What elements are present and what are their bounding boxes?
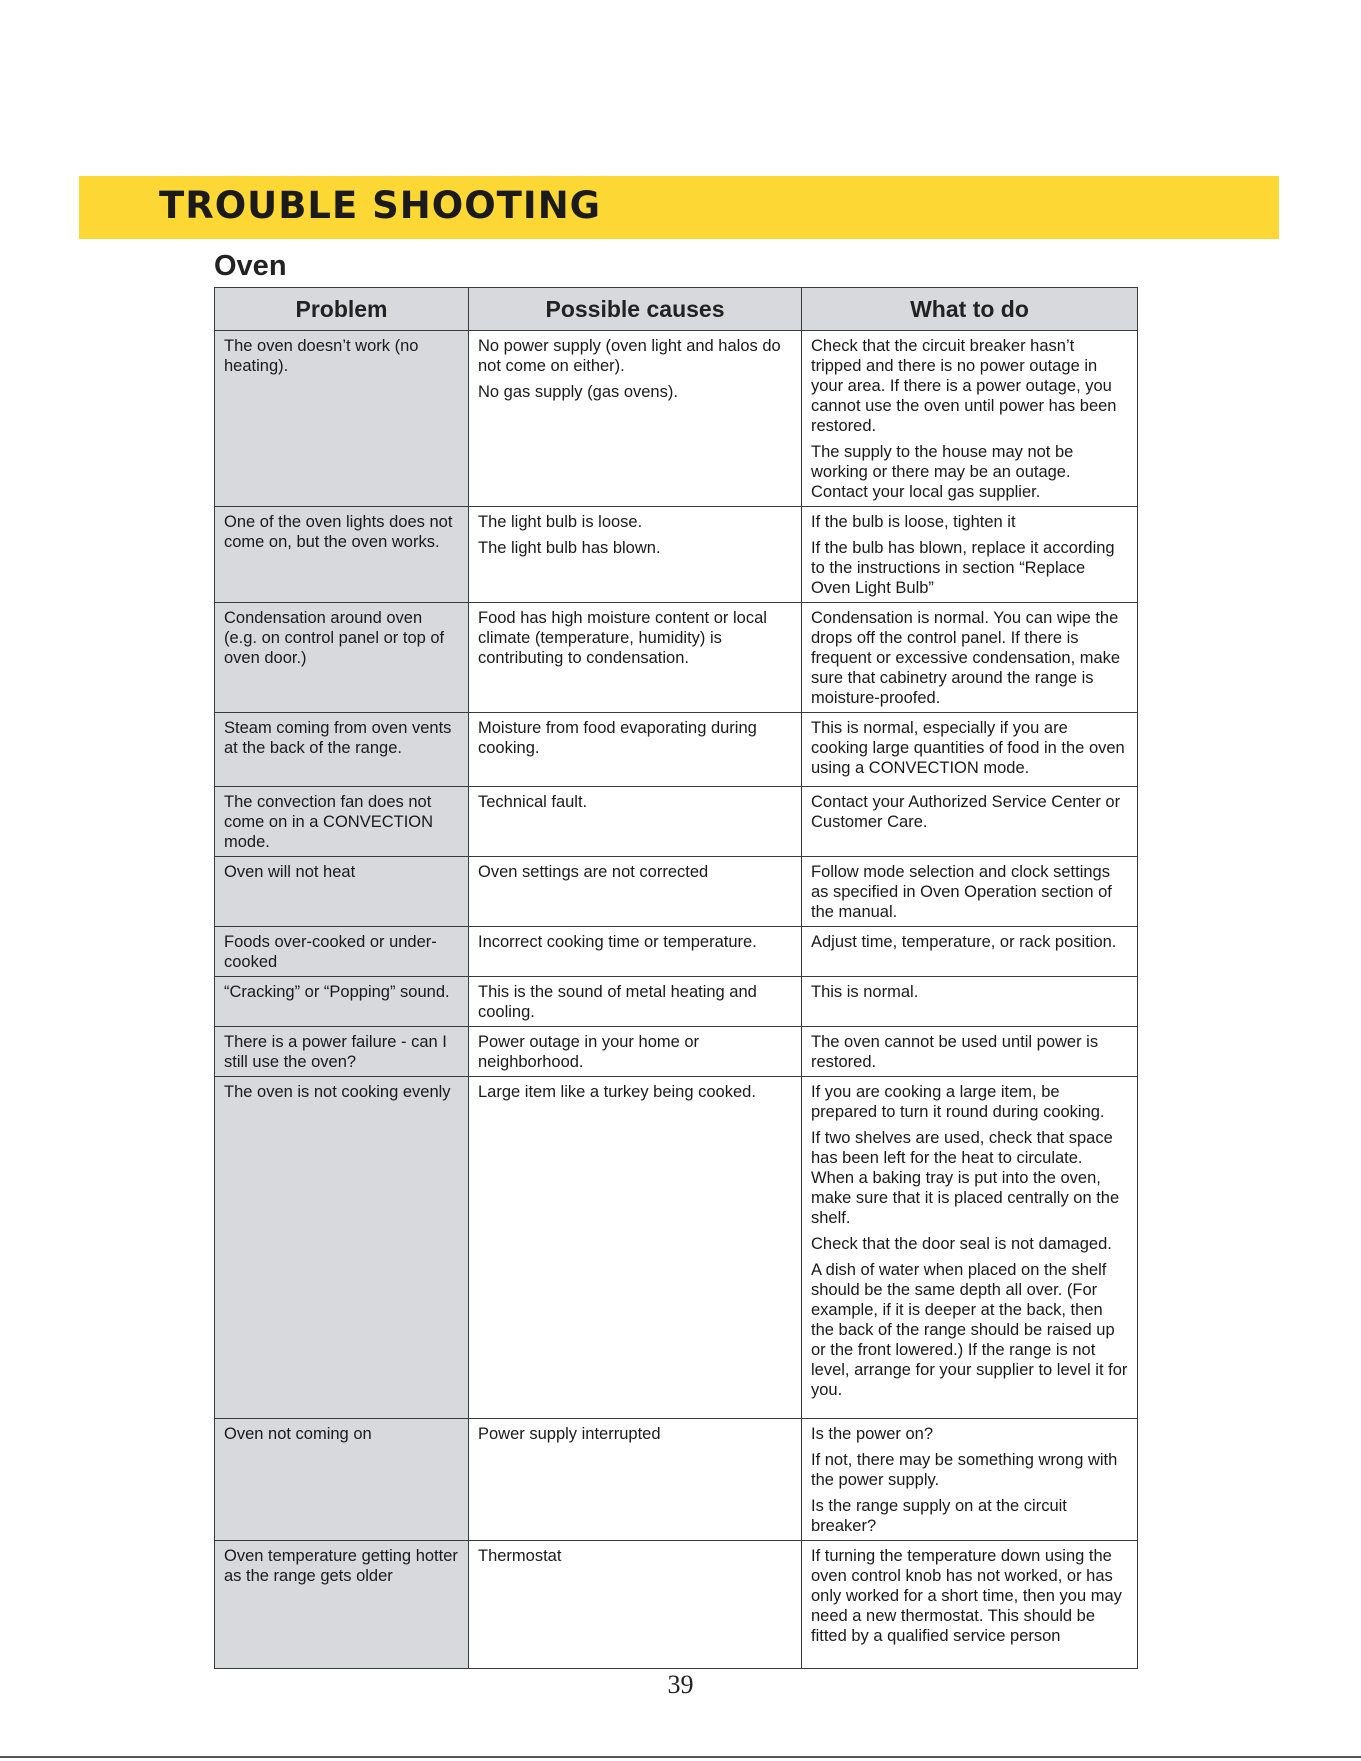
problem-cell: Oven will not heat bbox=[215, 857, 469, 927]
cause-text: The light bulb is loose. bbox=[478, 513, 643, 531]
action-text: If the bulb has blown, replace it according to the instructions in section “Replace Oven Light Bulb” bbox=[811, 539, 1115, 597]
action-text: If not, there may be something wrong with the power supply. bbox=[811, 1451, 1118, 1489]
causes-cell bbox=[469, 1027, 802, 1077]
table-row bbox=[215, 603, 1138, 713]
problem-cell: Condensation around oven (e.g. on control panel or top of oven door.) bbox=[215, 603, 469, 713]
causes-cell bbox=[469, 977, 802, 1027]
what-to-do-cell bbox=[802, 857, 1138, 927]
column-header-problem: Problem bbox=[215, 288, 469, 331]
problem-cell: The convection fan does not come on in a CONVECTION mode. bbox=[215, 787, 469, 857]
action-text: Adjust time, temperature, or rack position. bbox=[811, 933, 1117, 951]
action-text: This is normal, especially if you are cooking large quantities of food in the oven using a CONVECTION mode. bbox=[811, 719, 1125, 777]
what-to-do-cell bbox=[802, 1419, 1138, 1541]
causes-cell bbox=[469, 787, 802, 857]
action-text: This is normal. bbox=[811, 983, 919, 1001]
what-to-do-cell bbox=[802, 331, 1138, 507]
cause-text: Food has high moisture content or local climate (temperature, humidity) is contributing to condensation. bbox=[478, 609, 767, 667]
troubleshooting-table bbox=[214, 287, 1138, 1669]
what-to-do-cell bbox=[802, 1077, 1138, 1419]
action-text: If the bulb is loose, tighten it bbox=[811, 513, 1016, 531]
causes-cell bbox=[469, 1419, 802, 1541]
problem-cell: Foods over-cooked or under-cooked bbox=[215, 927, 469, 977]
table-header-row bbox=[215, 288, 1138, 331]
action-text: A dish of water when placed on the shelf should be the same depth all over. (For example, if it is deeper at the back, then the back of the range should be raised up or the front lowered.) If the range is not level, arrange for your supplier to level it for you. bbox=[811, 1261, 1128, 1399]
problem-cell: “Cracking” or “Popping” sound. bbox=[215, 977, 469, 1027]
cause-text: Power supply interrupted bbox=[478, 1425, 661, 1443]
what-to-do-cell bbox=[802, 1541, 1138, 1669]
cause-text: Thermostat bbox=[478, 1547, 562, 1565]
action-text: If turning the temperature down using the oven control knob has not worked, or has only worked for a short time, then you may need a new thermostat. This should be fitted by a qualified service person bbox=[811, 1547, 1122, 1645]
causes-cell bbox=[469, 507, 802, 603]
table-row bbox=[215, 1077, 1138, 1419]
action-text: Is the range supply on at the circuit breaker? bbox=[811, 1497, 1067, 1535]
problem-cell: Oven temperature getting hotter as the range gets older bbox=[215, 1541, 469, 1669]
table-row bbox=[215, 1419, 1138, 1541]
action-text: The supply to the house may not be working or there may be an outage. Contact your local gas supplier. bbox=[811, 443, 1074, 501]
problem-cell: Steam coming from oven vents at the back of the range. bbox=[215, 713, 469, 787]
problem-cell: The oven is not cooking evenly bbox=[215, 1077, 469, 1419]
cause-text: Incorrect cooking time or temperature. bbox=[478, 933, 757, 951]
problem-cell: There is a power failure - can I still use the oven? bbox=[215, 1027, 469, 1077]
section-banner bbox=[79, 176, 1279, 239]
what-to-do-cell bbox=[802, 787, 1138, 857]
table-row bbox=[215, 1541, 1138, 1669]
problem-cell: Oven not coming on bbox=[215, 1419, 469, 1541]
table-row bbox=[215, 331, 1138, 507]
action-text: Check that the door seal is not damaged. bbox=[811, 1235, 1112, 1253]
table-row bbox=[215, 857, 1138, 927]
page-title: TROUBLE SHOOTING bbox=[159, 184, 602, 227]
action-text: The oven cannot be used until power is restored. bbox=[811, 1033, 1099, 1071]
causes-cell bbox=[469, 857, 802, 927]
action-text: Is the power on? bbox=[811, 1425, 933, 1443]
section-title: Oven bbox=[214, 250, 287, 282]
column-header-causes: Possible causes bbox=[469, 288, 802, 331]
bottom-rule bbox=[0, 1756, 1361, 1758]
action-text: Condensation is normal. You can wipe the drops off the control panel. If there is frequent or excessive condensation, make sure that cabinetry around the range is moisture-proofed. bbox=[811, 609, 1121, 707]
table-row bbox=[215, 1027, 1138, 1077]
cause-text: No power supply (oven light and halos do not come on either). bbox=[478, 337, 781, 375]
action-text: Check that the circuit breaker hasn’t tripped and there is no power outage in your area. If there is a power outage, you cannot use the oven until power has been restored. bbox=[811, 337, 1117, 435]
what-to-do-cell bbox=[802, 1027, 1138, 1077]
what-to-do-cell bbox=[802, 603, 1138, 713]
causes-cell bbox=[469, 603, 802, 713]
cause-text: Oven settings are not corrected bbox=[478, 863, 709, 881]
cause-text: Technical fault. bbox=[478, 793, 588, 811]
causes-cell bbox=[469, 927, 802, 977]
causes-cell bbox=[469, 713, 802, 787]
causes-cell bbox=[469, 331, 802, 507]
cause-text: Large item like a turkey being cooked. bbox=[478, 1083, 756, 1101]
column-header-what-to-do: What to do bbox=[802, 288, 1138, 331]
table-row bbox=[215, 927, 1138, 977]
table-row bbox=[215, 977, 1138, 1027]
what-to-do-cell bbox=[802, 713, 1138, 787]
causes-cell bbox=[469, 1541, 802, 1669]
table-row bbox=[215, 787, 1138, 857]
action-text: If you are cooking a large item, be prepared to turn it round during cooking. bbox=[811, 1083, 1105, 1121]
cause-text: No gas supply (gas ovens). bbox=[478, 383, 678, 401]
what-to-do-cell bbox=[802, 927, 1138, 977]
what-to-do-cell bbox=[802, 507, 1138, 603]
page-number: 39 bbox=[667, 1670, 694, 1699]
action-text: If two shelves are used, check that space has been left for the heat to circulate. When a baking tray is put into the oven, make sure that it is placed centrally on the shelf. bbox=[811, 1129, 1120, 1227]
action-text: Contact your Authorized Service Center or Customer Care. bbox=[811, 793, 1121, 831]
table-row bbox=[215, 507, 1138, 603]
problem-cell: One of the oven lights does not come on, but the oven works. bbox=[215, 507, 469, 603]
cause-text: Moisture from food evaporating during cooking. bbox=[478, 719, 757, 757]
action-text: Follow mode selection and clock settings as specified in Oven Operation section of the manual. bbox=[811, 863, 1112, 921]
problem-cell: The oven doesn’t work (no heating). bbox=[215, 331, 469, 507]
table-row bbox=[215, 713, 1138, 787]
causes-cell bbox=[469, 1077, 802, 1419]
cause-text: The light bulb has blown. bbox=[478, 539, 661, 557]
what-to-do-cell bbox=[802, 977, 1138, 1027]
cause-text: This is the sound of metal heating and cooling. bbox=[478, 983, 757, 1021]
cause-text: Power outage in your home or neighborhood. bbox=[478, 1033, 700, 1071]
